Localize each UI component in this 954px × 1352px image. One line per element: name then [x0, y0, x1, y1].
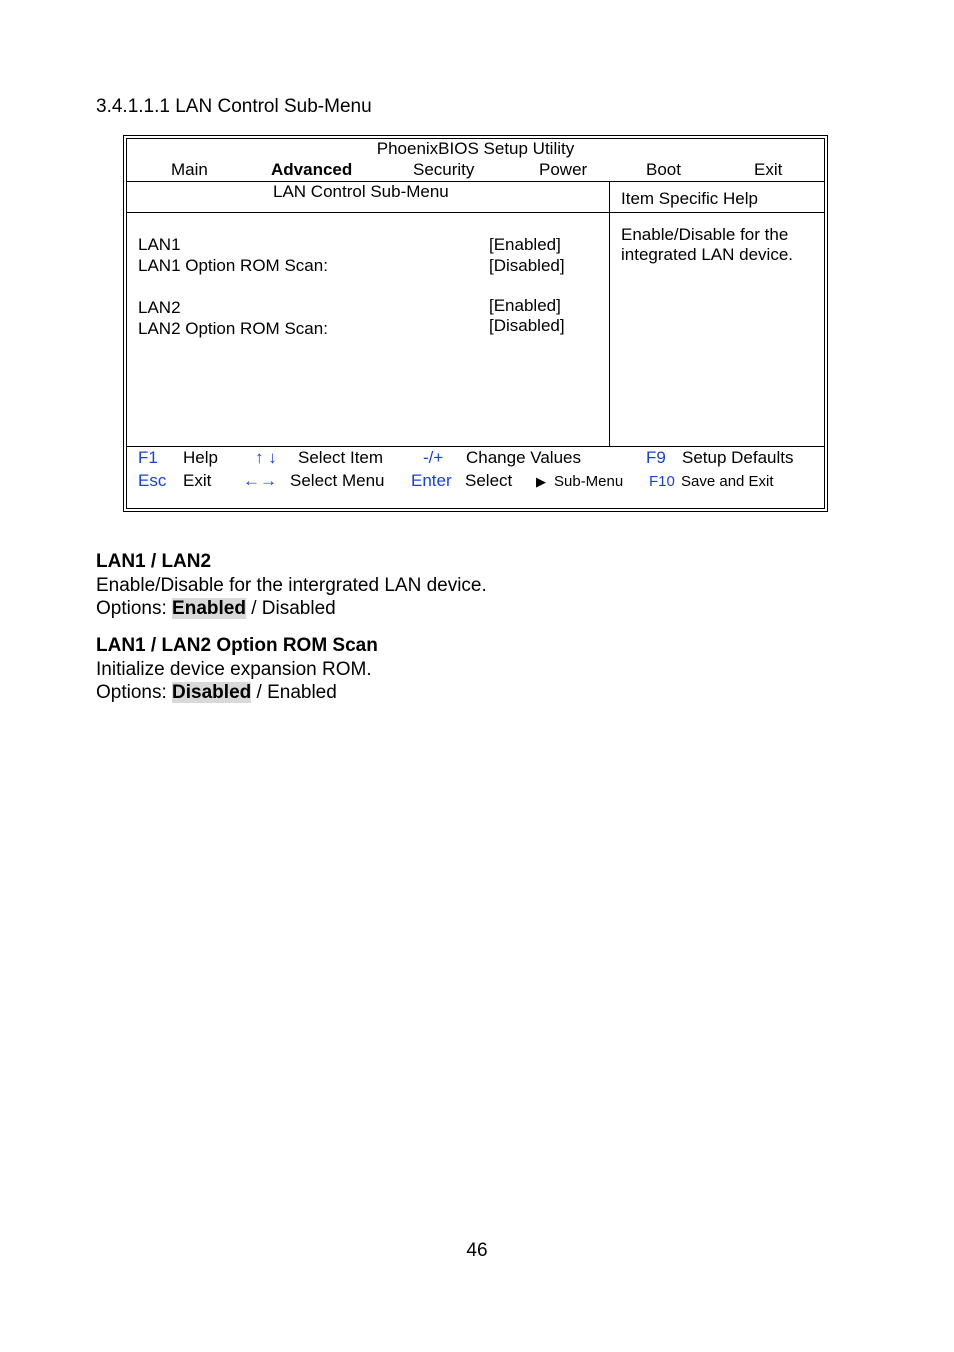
item-lan2-rom-label[interactable]: LAN2 Option ROM Scan:: [138, 319, 328, 338]
exit-label: Exit: [183, 471, 212, 490]
bios-screen: [123, 135, 828, 512]
select-menu-label: Select Menu: [290, 471, 385, 490]
rom-options-prefix: Options:: [96, 682, 173, 703]
left-right-arrows-icon: ←→: [243, 471, 277, 490]
item-lan1-value[interactable]: [Enabled]: [489, 235, 561, 254]
esc-key: Esc: [138, 471, 167, 490]
minus-plus-key: -/+: [423, 448, 444, 467]
help-label: Help: [183, 448, 218, 467]
select-item-label: Select Item: [298, 448, 384, 467]
rom-description: Initialize device expansion ROM.: [96, 659, 372, 680]
item-lan2-rom-value[interactable]: [Disabled]: [489, 316, 565, 335]
item-lan1-rom-value[interactable]: [Disabled]: [489, 256, 565, 275]
item-lan1-rom-label[interactable]: LAN1 Option ROM Scan:: [138, 256, 328, 275]
change-values-label: Change Values: [466, 448, 581, 467]
rom-heading: LAN1 / LAN2 Option ROM Scan: [96, 635, 378, 656]
menu-power[interactable]: Power: [539, 160, 588, 179]
save-exit-label: Save and Exit: [681, 473, 774, 490]
lan-options: [96, 598, 336, 620]
page-number: 46: [466, 1240, 488, 1261]
rom-options: [96, 682, 337, 704]
f10-key: F10: [649, 473, 675, 490]
footer-divider: [127, 446, 824, 447]
enter-key: Enter: [411, 471, 452, 490]
rom-options-default: Disabled: [172, 682, 252, 703]
setup-defaults-label: Setup Defaults: [682, 448, 794, 467]
menu-security[interactable]: Security: [413, 160, 475, 179]
select-label: Select: [465, 471, 513, 490]
menu-boot[interactable]: Boot: [646, 160, 681, 179]
f9-key: F9: [646, 448, 666, 467]
lan-description: Enable/Disable for the intergrated LAN device.: [96, 575, 487, 596]
submenu-label: Sub-Menu: [554, 473, 624, 490]
lan-options-prefix: Options:: [96, 598, 173, 619]
help-title: Item Specific Help: [621, 189, 758, 208]
submenu-title: LAN Control Sub-Menu: [273, 182, 449, 201]
menu-advanced[interactable]: Advanced: [271, 160, 353, 179]
section-heading: 3.4.1.1.1 LAN Control Sub-Menu: [96, 96, 372, 117]
help-text-line-2: integrated LAN device.: [621, 245, 793, 264]
menu-main[interactable]: Main: [171, 160, 208, 179]
menu-divider: [127, 181, 824, 182]
up-down-arrows-icon: ↑ ↓: [255, 448, 277, 467]
lan-options-default: Enabled: [172, 598, 246, 619]
lan-heading: LAN1 / LAN2: [96, 551, 212, 572]
item-lan2-value[interactable]: [Enabled]: [489, 296, 561, 315]
menu-exit[interactable]: Exit: [754, 160, 783, 179]
bios-title: PhoenixBIOS Setup Utility: [376, 139, 575, 158]
header-divider: [127, 212, 824, 213]
help-divider: [609, 181, 610, 446]
bios-frame: [126, 138, 825, 509]
help-text-line-1: Enable/Disable for the: [621, 225, 789, 244]
f1-key: F1: [138, 448, 158, 467]
rom-options-rest: / Enabled: [251, 682, 337, 703]
lan-options-rest: / Disabled: [245, 598, 336, 619]
submenu-triangle-icon: ▶: [536, 474, 546, 489]
item-lan1-label[interactable]: LAN1: [138, 235, 181, 254]
item-lan2-label[interactable]: LAN2: [138, 298, 181, 317]
